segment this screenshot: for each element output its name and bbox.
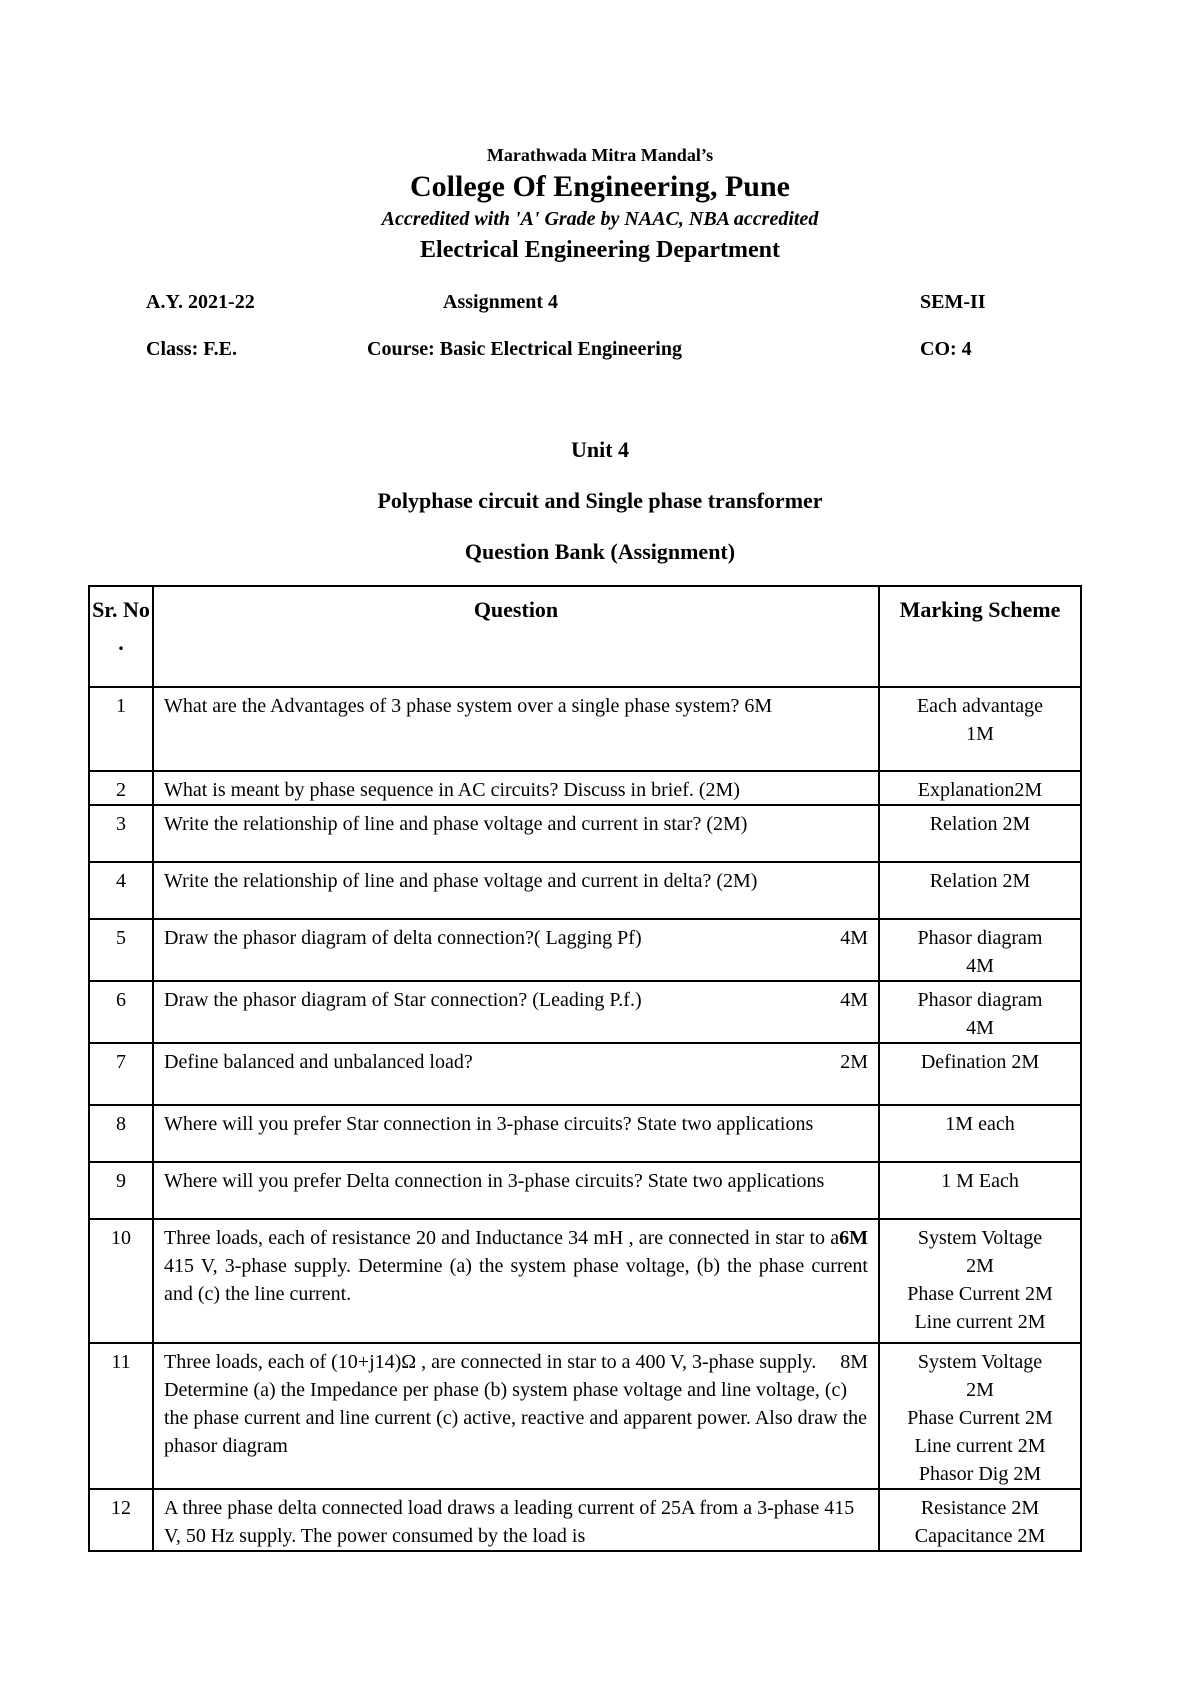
table-row bbox=[89, 1489, 1081, 1551]
marking-scheme-cell bbox=[879, 687, 1081, 771]
marking-scheme-line: 1M each bbox=[945, 1113, 1015, 1135]
marking-scheme-cell bbox=[879, 771, 1081, 805]
topic-title: Polyphase circuit and Single phase transformer bbox=[377, 488, 823, 513]
marking-scheme-line: Relation 2M bbox=[929, 813, 1031, 835]
table-row bbox=[89, 1162, 1081, 1219]
semester: SEM-II bbox=[920, 291, 986, 313]
table-row bbox=[89, 1343, 1081, 1489]
marking-scheme-line: Line current 2M bbox=[914, 1435, 1046, 1457]
question-marks: 4M bbox=[840, 927, 868, 949]
table-row bbox=[89, 862, 1081, 919]
marking-scheme-cell bbox=[879, 1489, 1081, 1551]
marking-scheme-cell bbox=[879, 1162, 1081, 1219]
unit-title: Unit 4 bbox=[570, 437, 630, 462]
question-cell bbox=[153, 1489, 879, 1551]
marking-scheme-line: 4M bbox=[966, 1017, 994, 1039]
question-table bbox=[88, 585, 1082, 1552]
marking-scheme-line: Phase Current 2M bbox=[907, 1283, 1053, 1305]
header-sr-no: Sr. No . bbox=[89, 586, 153, 687]
marking-scheme-cell bbox=[879, 1043, 1081, 1105]
row-number: 6 bbox=[89, 981, 153, 1043]
question-marks: 2M bbox=[840, 1051, 868, 1073]
marking-scheme-cell bbox=[879, 919, 1081, 981]
marking-scheme-line: Phasor diagram bbox=[917, 927, 1043, 949]
class-label: Class: F.E. bbox=[146, 338, 237, 360]
table-row bbox=[89, 1043, 1081, 1105]
question-marks: 4M bbox=[840, 989, 868, 1011]
marking-scheme-cell bbox=[879, 805, 1081, 862]
table-row bbox=[89, 1105, 1081, 1162]
question-text: Define balanced and unbalanced load? bbox=[164, 1051, 473, 1073]
question-cell bbox=[153, 981, 879, 1043]
table-row bbox=[89, 1219, 1081, 1343]
row-number: 11 bbox=[89, 1343, 153, 1489]
course-label: Course: Basic Electrical Engineering bbox=[367, 338, 682, 360]
row-number: 12 bbox=[89, 1489, 153, 1551]
question-marks: 6M bbox=[839, 1227, 868, 1249]
assignment-number: Assignment 4 bbox=[443, 291, 559, 313]
question-cell bbox=[153, 805, 879, 862]
question-cell bbox=[153, 1105, 879, 1162]
row-number: 4 bbox=[89, 862, 153, 919]
question-cell bbox=[153, 771, 879, 805]
question-cell bbox=[153, 919, 879, 981]
college-name: College Of Engineering, Pune bbox=[410, 170, 790, 203]
marking-scheme-cell bbox=[879, 862, 1081, 919]
marking-scheme-cell bbox=[879, 1105, 1081, 1162]
marking-scheme-line: Phasor diagram bbox=[917, 989, 1043, 1011]
row-number: 2 bbox=[89, 771, 153, 805]
question-text: Three loads, each of resistance 20 and Inductance 34 mH , are connected in star to a 415 V, 3-phase supply. Determine (a) the system phase voltage, (b) the phase current and (c) the line current. bbox=[164, 1227, 868, 1305]
table-row bbox=[89, 981, 1081, 1043]
marking-scheme-line: Line current 2M bbox=[914, 1311, 1046, 1333]
course-outcome: CO: 4 bbox=[920, 338, 972, 360]
question-text: Three loads, each of (10+j14)Ω , are connected in star to a 400 V, 3-phase supply. Determine (a) the Impedance per phase (b) system phase voltage and line voltage, (c) the phase current and line current (c) active, reactive and apparent power. Also draw the phasor diagram bbox=[164, 1351, 868, 1457]
marking-scheme-cell bbox=[879, 1219, 1081, 1343]
header-question: Question bbox=[153, 586, 879, 687]
marking-scheme-line: 2M bbox=[966, 1379, 994, 1401]
table-row bbox=[89, 771, 1081, 805]
department-name: Electrical Engineering Department bbox=[420, 237, 780, 263]
row-number: 3 bbox=[89, 805, 153, 862]
header-marking-scheme: Marking Scheme bbox=[879, 586, 1081, 687]
question-cell bbox=[153, 1043, 879, 1105]
question-text: Where will you prefer Star connection in 3-phase circuits? State two applications bbox=[164, 1113, 814, 1135]
marking-scheme-line: 1 M Each bbox=[941, 1170, 1019, 1192]
marking-scheme-line: Capacitance 2M bbox=[914, 1525, 1046, 1547]
row-number: 8 bbox=[89, 1105, 153, 1162]
marking-scheme-line: 2M bbox=[966, 1255, 994, 1277]
marking-scheme-line: System Voltage bbox=[917, 1227, 1043, 1249]
marking-scheme-line: 1M bbox=[966, 723, 994, 745]
question-cell bbox=[153, 687, 879, 771]
marking-scheme-line: Explanation2M bbox=[917, 779, 1043, 801]
marking-scheme-line: System Voltage bbox=[917, 1351, 1043, 1373]
question-text: What is meant by phase sequence in AC circuits? Discuss in brief. (2M) bbox=[164, 779, 740, 801]
question-marks: 8M bbox=[840, 1351, 868, 1373]
question-cell bbox=[153, 862, 879, 919]
marking-scheme-line: Phasor Dig 2M bbox=[918, 1463, 1042, 1485]
table-row bbox=[89, 687, 1081, 771]
table-header-row bbox=[89, 586, 1081, 687]
marking-scheme-cell bbox=[879, 1343, 1081, 1489]
marking-scheme-line: Relation 2M bbox=[929, 870, 1031, 892]
table-row bbox=[89, 919, 1081, 981]
marking-scheme-line: Phase Current 2M bbox=[907, 1407, 1053, 1429]
question-text: A three phase delta connected load draws a leading current of 25A from a 3-phase 415 V, 50 Hz supply. The power consumed by the load is bbox=[164, 1497, 855, 1547]
question-cell bbox=[153, 1219, 879, 1343]
table-row bbox=[89, 805, 1081, 862]
question-cell bbox=[153, 1343, 879, 1489]
question-text: Where will you prefer Delta connection in 3-phase circuits? State two applications bbox=[164, 1170, 825, 1192]
institution-trust: Marathwada Mitra Mandal’s bbox=[486, 145, 714, 165]
row-number: 5 bbox=[89, 919, 153, 981]
row-number: 10 bbox=[89, 1219, 153, 1343]
question-bank-title: Question Bank (Assignment) bbox=[464, 539, 736, 564]
marking-scheme-line: Each advantage bbox=[916, 695, 1044, 717]
accreditation-line: Accredited with 'A' Grade by NAAC, NBA accredited bbox=[381, 208, 819, 230]
question-text: Draw the phasor diagram of delta connection?( Lagging Pf) bbox=[164, 927, 642, 949]
marking-scheme-line: Defination 2M bbox=[920, 1051, 1040, 1073]
row-number: 7 bbox=[89, 1043, 153, 1105]
marking-scheme-line: 4M bbox=[966, 955, 994, 977]
row-number: 9 bbox=[89, 1162, 153, 1219]
academic-year: A.Y. 2021-22 bbox=[146, 291, 255, 313]
question-text: Draw the phasor diagram of Star connection? (Leading P.f.) bbox=[164, 989, 642, 1011]
marking-scheme-line: Resistance 2M bbox=[920, 1497, 1040, 1519]
question-text: Write the relationship of line and phase voltage and current in star? (2M) bbox=[164, 813, 748, 835]
row-number: 1 bbox=[89, 687, 153, 771]
marking-scheme-cell bbox=[879, 981, 1081, 1043]
question-text: Write the relationship of line and phase voltage and current in delta? (2M) bbox=[164, 870, 758, 892]
question-text: What are the Advantages of 3 phase system over a single phase system? 6M bbox=[164, 695, 773, 717]
question-cell bbox=[153, 1162, 879, 1219]
